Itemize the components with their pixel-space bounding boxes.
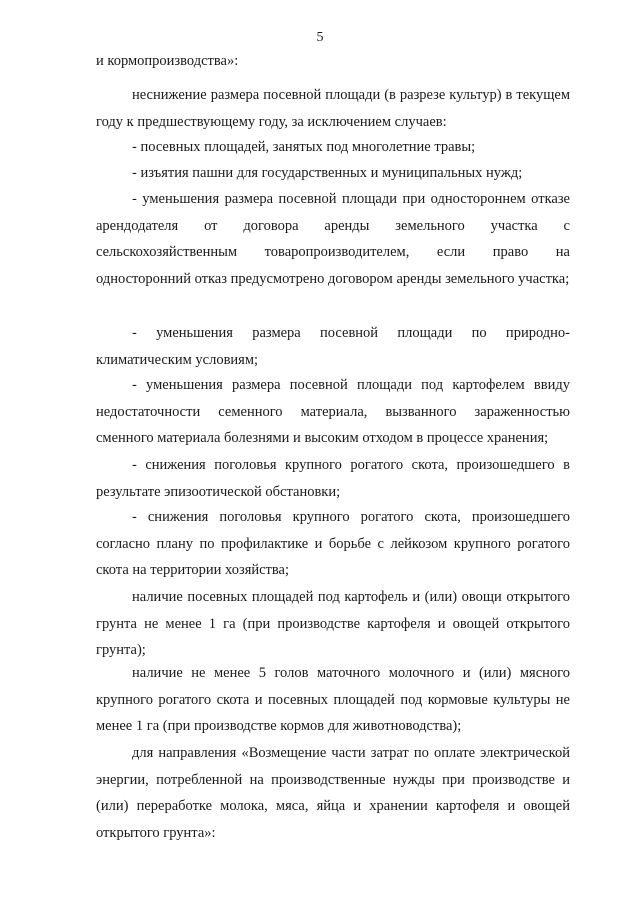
- paragraph-continuation: и кормопроизводства»:: [96, 53, 239, 69]
- paragraph-exception-potato-seed: - уменьшения размера посевной площади под картофелем ввиду недостаточности семенного материала, вызванного зараженностью сменного материала болезнями и высоким отходом в процессе хранения;: [96, 377, 570, 446]
- page-number: 5: [316, 30, 324, 45]
- paragraph-exception-lease-refusal: - уменьшения размера посевной площади при одностороннем отказе арендодателя от договора аренды земельного участка с сельскохозяйственным товаропроизводителем, если право на односторонний отказ предусмотрено договором аренды земельного участка;: [96, 191, 570, 287]
- paragraph-exception-perennial-grasses: - посевных площадей, занятых под многолетние травы;: [132, 139, 476, 155]
- paragraph-exception-land-seizure: - изъятия пашни для государственных и муниципальных нужд;: [132, 165, 523, 181]
- paragraph-condition-cattle-fodder: наличие не менее 5 голов маточного молочного и (или) мясного крупного рогатого скота и посевных площадей под кормовые культуры не менее 1 га (при производстве кормов для животноводства);: [96, 665, 570, 734]
- paragraph-electricity-direction: для направления «Возмещение части затрат по оплате электрической энергии, потребленной на производственные нужды при производстве и (или) переработке молока, мяса, яйца и хранении картофеля и овощей открытого грунта»:: [96, 745, 570, 841]
- paragraph-condition-potato-vegetables: наличие посевных площадей под картофель и (или) овощи открытого грунта не менее 1 га (при производстве картофеля и овощей открытого грунта);: [96, 589, 570, 658]
- paragraph-exception-climate: - уменьшения размера посевной площади по природно-климатическим условиям;: [96, 325, 570, 368]
- paragraph-exception-epizootic: - снижения поголовья крупного рогатого скота, произошедшего в результате эпизоотической обстановки;: [96, 457, 570, 500]
- paragraph-condition-no-reduction: неснижение размера посевной площади (в разрезе культур) в текущем году к предшествующему году, за исключением случаев:: [96, 87, 570, 130]
- paragraph-exception-leukosis: - снижения поголовья крупного рогатого скота, произошедшего согласно плану по профилактике и борьбе с лейкозом крупного рогатого скота на территории хозяйства;: [96, 509, 570, 578]
